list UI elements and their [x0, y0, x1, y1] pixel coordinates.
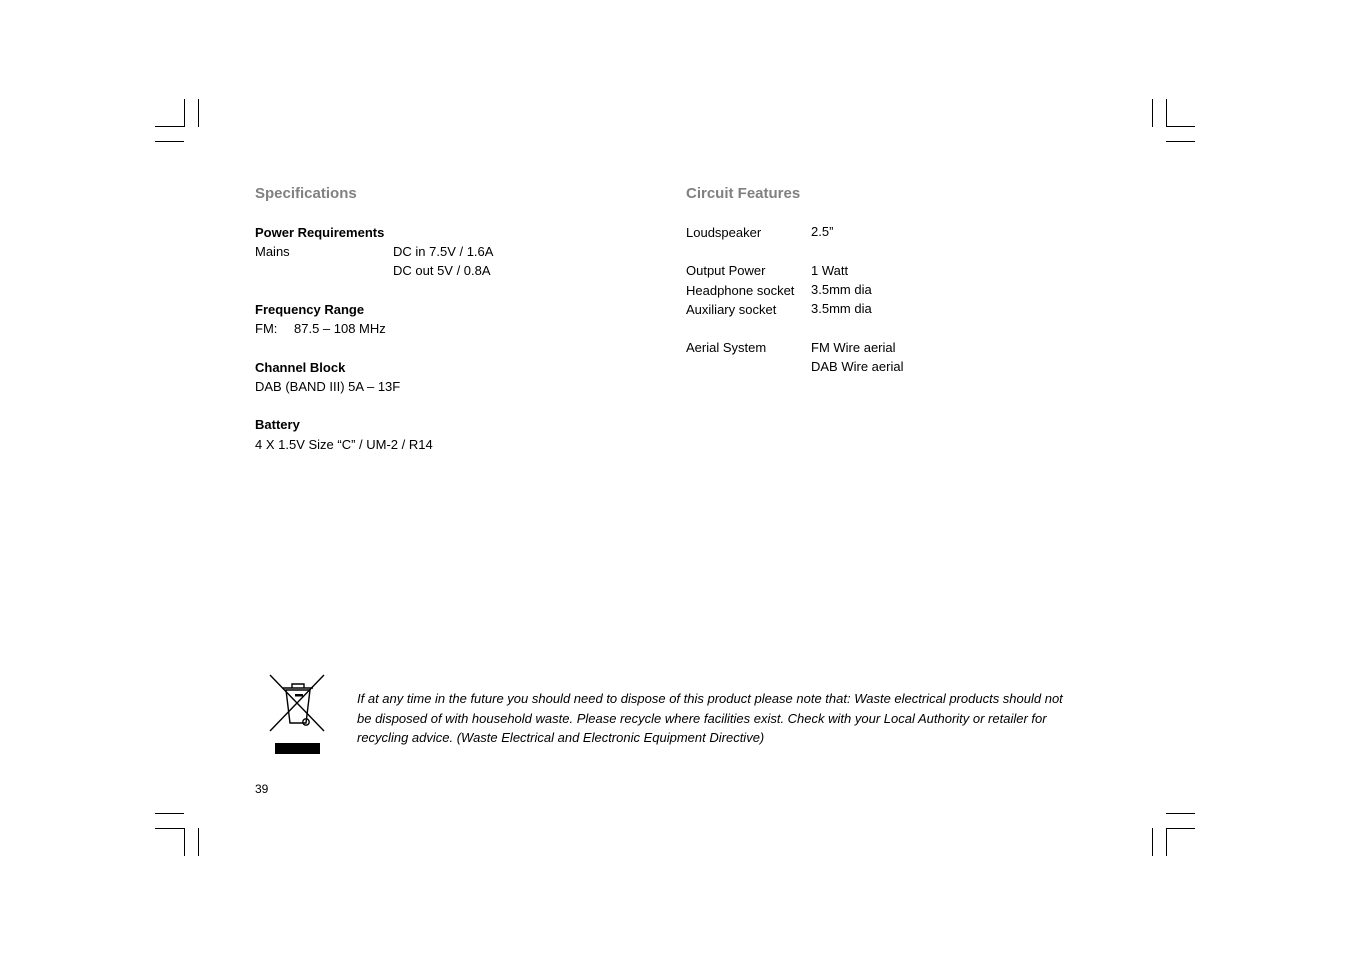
output-power-value: 1 Watt	[811, 263, 849, 278]
frequency-range-heading: Frequency Range	[255, 302, 365, 317]
channel-block-heading: Channel Block	[255, 360, 346, 375]
crossed-out-wheelie-bin-icon	[268, 673, 328, 757]
loudspeaker-value: 2.5”	[811, 224, 834, 239]
aerial-dab-value: DAB Wire aerial	[811, 359, 904, 374]
mains-label: Mains	[255, 244, 290, 259]
power-requirements-heading: Power Requirements	[255, 225, 385, 240]
page-number: 39	[255, 782, 269, 796]
headphone-socket-value: 3.5mm dia	[811, 282, 872, 297]
battery-heading: Battery	[255, 417, 300, 432]
headphone-socket-label: Headphone socket	[686, 283, 795, 298]
auxiliary-socket-value: 3.5mm dia	[811, 301, 872, 316]
circuit-features-title: Circuit Features	[686, 185, 801, 202]
fm-range-value: 87.5 – 108 MHz	[294, 321, 386, 336]
mains-dc-out: DC out 5V / 0.8A	[393, 263, 491, 278]
weee-disposal-notice: If at any time in the future you should need to dispose of this product please note that: Waste electrical products should not be disposed of with household waste. Please recycle where facilities exist. Check with your Local Authority or retailer for recycling advice. (Waste Electrical and Electronic Equipment Directive)	[357, 691, 1063, 745]
auxiliary-socket-label: Auxiliary socket	[686, 302, 777, 317]
loudspeaker-label: Loudspeaker	[686, 225, 762, 240]
aerial-fm-value: FM Wire aerial	[811, 340, 896, 355]
output-power-label: Output Power	[686, 263, 766, 278]
aerial-system-label: Aerial System	[686, 340, 767, 355]
battery-value: 4 X 1.5V Size “C” / UM-2 / R14	[255, 437, 433, 452]
fm-label: FM:	[255, 321, 278, 336]
channel-block-value: DAB (BAND III) 5A – 13F	[255, 379, 401, 394]
specifications-title: Specifications	[255, 185, 357, 202]
mains-dc-in: DC in 7.5V / 1.6A	[393, 244, 494, 259]
